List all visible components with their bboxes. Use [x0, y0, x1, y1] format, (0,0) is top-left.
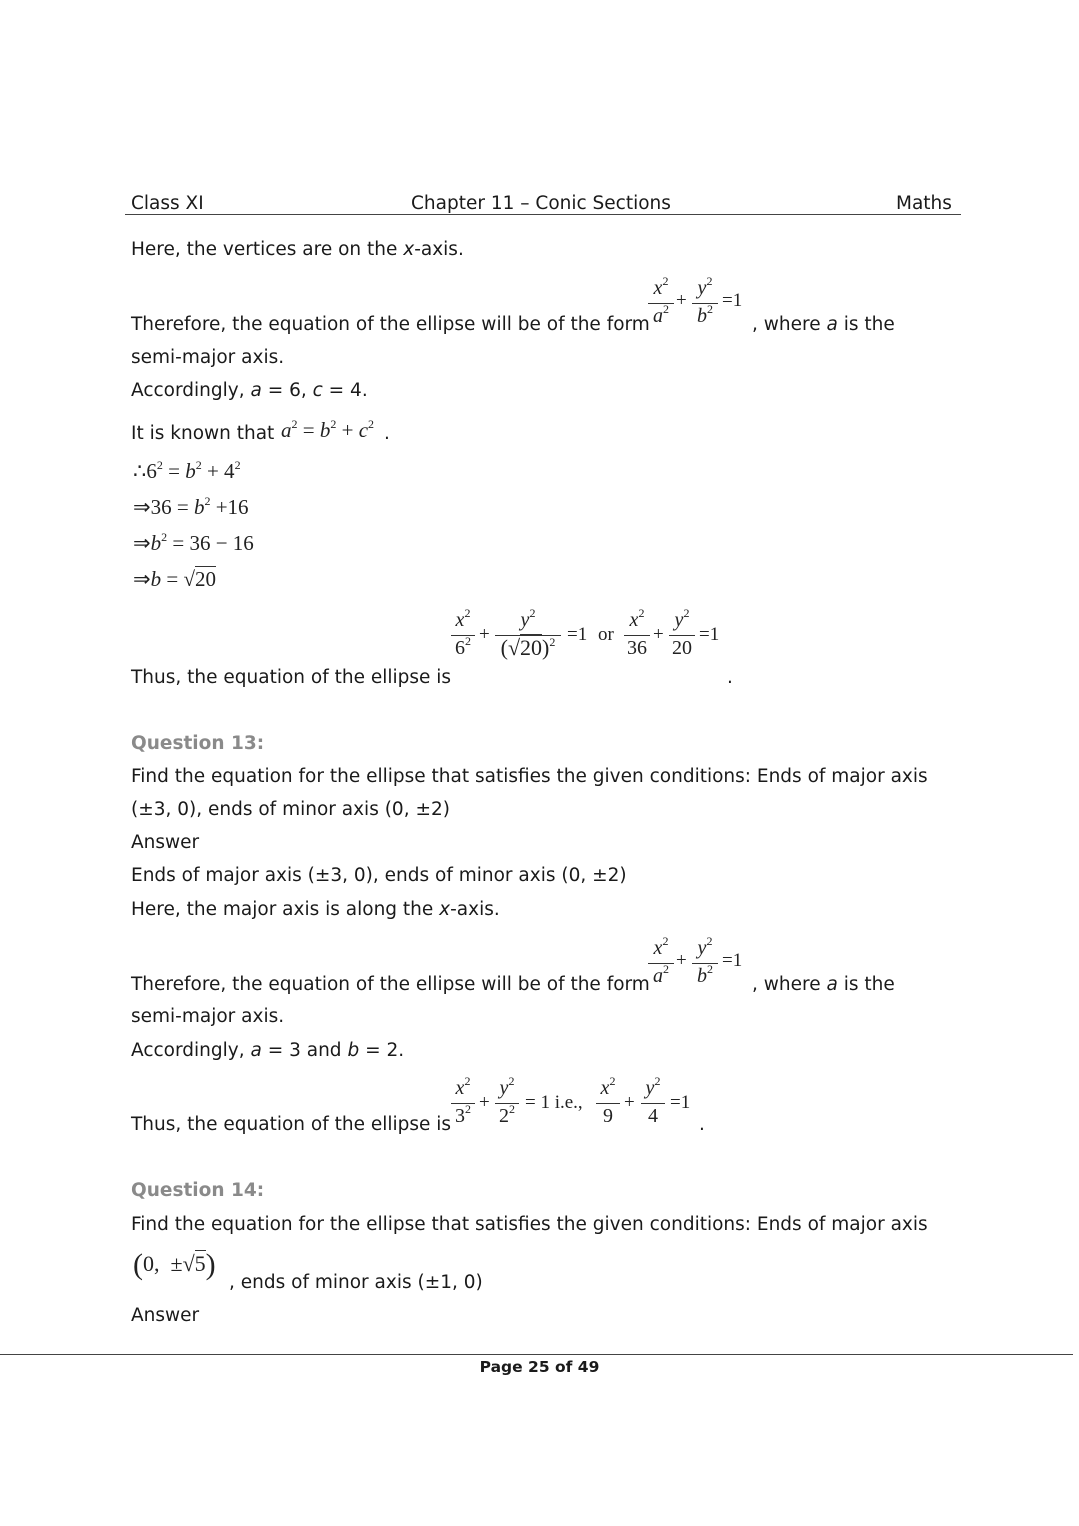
- q13-form-where: , where a is the: [752, 974, 895, 995]
- known-text: It is known that: [131, 423, 275, 444]
- thus-period: .: [727, 667, 733, 688]
- header-class: Class XI: [131, 193, 204, 214]
- header-rule: [125, 214, 961, 215]
- q13-equals-one: =1: [722, 950, 743, 971]
- header-subject: Maths: [896, 193, 952, 214]
- question-14-text-2: , ends of minor axis (±1, 0): [229, 1272, 483, 1293]
- q13-form-fraction-y: $y^2$ $b^2$: [692, 938, 718, 988]
- header-chapter: Chapter 11 – Conic Sections: [411, 193, 671, 214]
- footer-rule: [0, 1354, 1073, 1355]
- result-frac-2: $y^2$ $(√20)^2$: [495, 610, 561, 661]
- q13-restate: Ends of major axis (±3, 0), ends of minor axis (0, ±2): [131, 865, 627, 886]
- question-14-title: Question 14:: [131, 1180, 265, 1201]
- step-2: ⇒36 = $b^2 +16$: [133, 494, 249, 519]
- step-4: ⇒b = √20: [133, 567, 216, 591]
- q13-result-equals: =1: [670, 1092, 691, 1113]
- page-number: Page 25 of 49: [479, 1358, 600, 1376]
- q13-result-frac-3: $x^2$ 9: [596, 1078, 620, 1126]
- form-text: Therefore, the equation of the ellipse will be of the form: [131, 314, 650, 335]
- result-plus-2: +: [653, 624, 664, 645]
- known-period: .: [384, 423, 390, 444]
- question-14-text-1: Find the equation for the ellipse that satisfies the given conditions: Ends of major axis: [131, 1214, 928, 1235]
- result-equals-2: =1: [699, 624, 720, 645]
- q13-plus: +: [676, 950, 687, 971]
- step-3: $\Rightarrow b^2 = 36 - 16$: [133, 530, 254, 555]
- q13-result-plus-2: +: [624, 1092, 635, 1113]
- form-fraction-y: $y^2$ $b^2$: [692, 278, 718, 328]
- known-equation: $a^2 = b^2 + c^2$: [281, 417, 375, 442]
- q13-major-axis: Here, the major axis is along the x-axis.: [131, 899, 500, 920]
- q13-result-frac-4: $y^2$ 4: [641, 1078, 665, 1126]
- thus-text: Thus, the equation of the ellipse is: [131, 667, 452, 688]
- q13-result-frac-2: $y^2$ $2^2$: [495, 1078, 519, 1128]
- form-where: , where a is the: [752, 314, 895, 335]
- result-equals-1: =1: [567, 624, 588, 645]
- q13-semi-major: semi-major axis.: [131, 1006, 285, 1027]
- equals-one: =1: [722, 290, 743, 311]
- q13-thus-text: Thus, the equation of the ellipse is: [131, 1114, 452, 1135]
- q13-result-ie: = 1 i.e.,: [525, 1092, 583, 1113]
- question-13-text-1: Find the equation for the ellipse that satisfies the given conditions: Ends of major axis: [131, 766, 928, 787]
- question-13-text-2: (±3, 0), ends of minor axis (0, ±2): [131, 799, 450, 820]
- q13-result-plus-1: +: [479, 1092, 490, 1113]
- result-frac-4: $y^2$ 20: [669, 610, 695, 658]
- plus-sign: +: [676, 290, 687, 311]
- result-or: or: [598, 624, 614, 645]
- question-13-title: Question 13:: [131, 733, 265, 754]
- vertices-line: Here, the vertices are on the x-axis.: [131, 239, 464, 260]
- q13-thus-period: .: [699, 1114, 705, 1135]
- form-fraction-x: $x^2$ $a^2$: [648, 278, 674, 328]
- answer-14-label: Answer: [131, 1305, 200, 1326]
- answer-13-label: Answer: [131, 832, 200, 853]
- q13-form-fraction-x: $x^2$ $a^2$: [648, 938, 674, 988]
- q14-point: (0, ±√5): [133, 1248, 216, 1281]
- semi-major-text: semi-major axis.: [131, 347, 285, 368]
- result-frac-3: $x^2$ 36: [624, 610, 650, 658]
- q13-result-frac-1: $x^2$ $3^2$: [451, 1078, 475, 1128]
- step-1: $\therefore 6^2 = b^2 + 4^2$: [133, 458, 241, 483]
- q13-accordingly: Accordingly, a = 3 and b = 2.: [131, 1040, 405, 1061]
- accordingly-text: Accordingly, a = 6, c = 4.: [131, 380, 368, 401]
- result-frac-1: $x^2$ $6^2$: [451, 610, 475, 660]
- result-plus-1: +: [479, 624, 490, 645]
- q13-form-text: Therefore, the equation of the ellipse will be of the form: [131, 974, 650, 995]
